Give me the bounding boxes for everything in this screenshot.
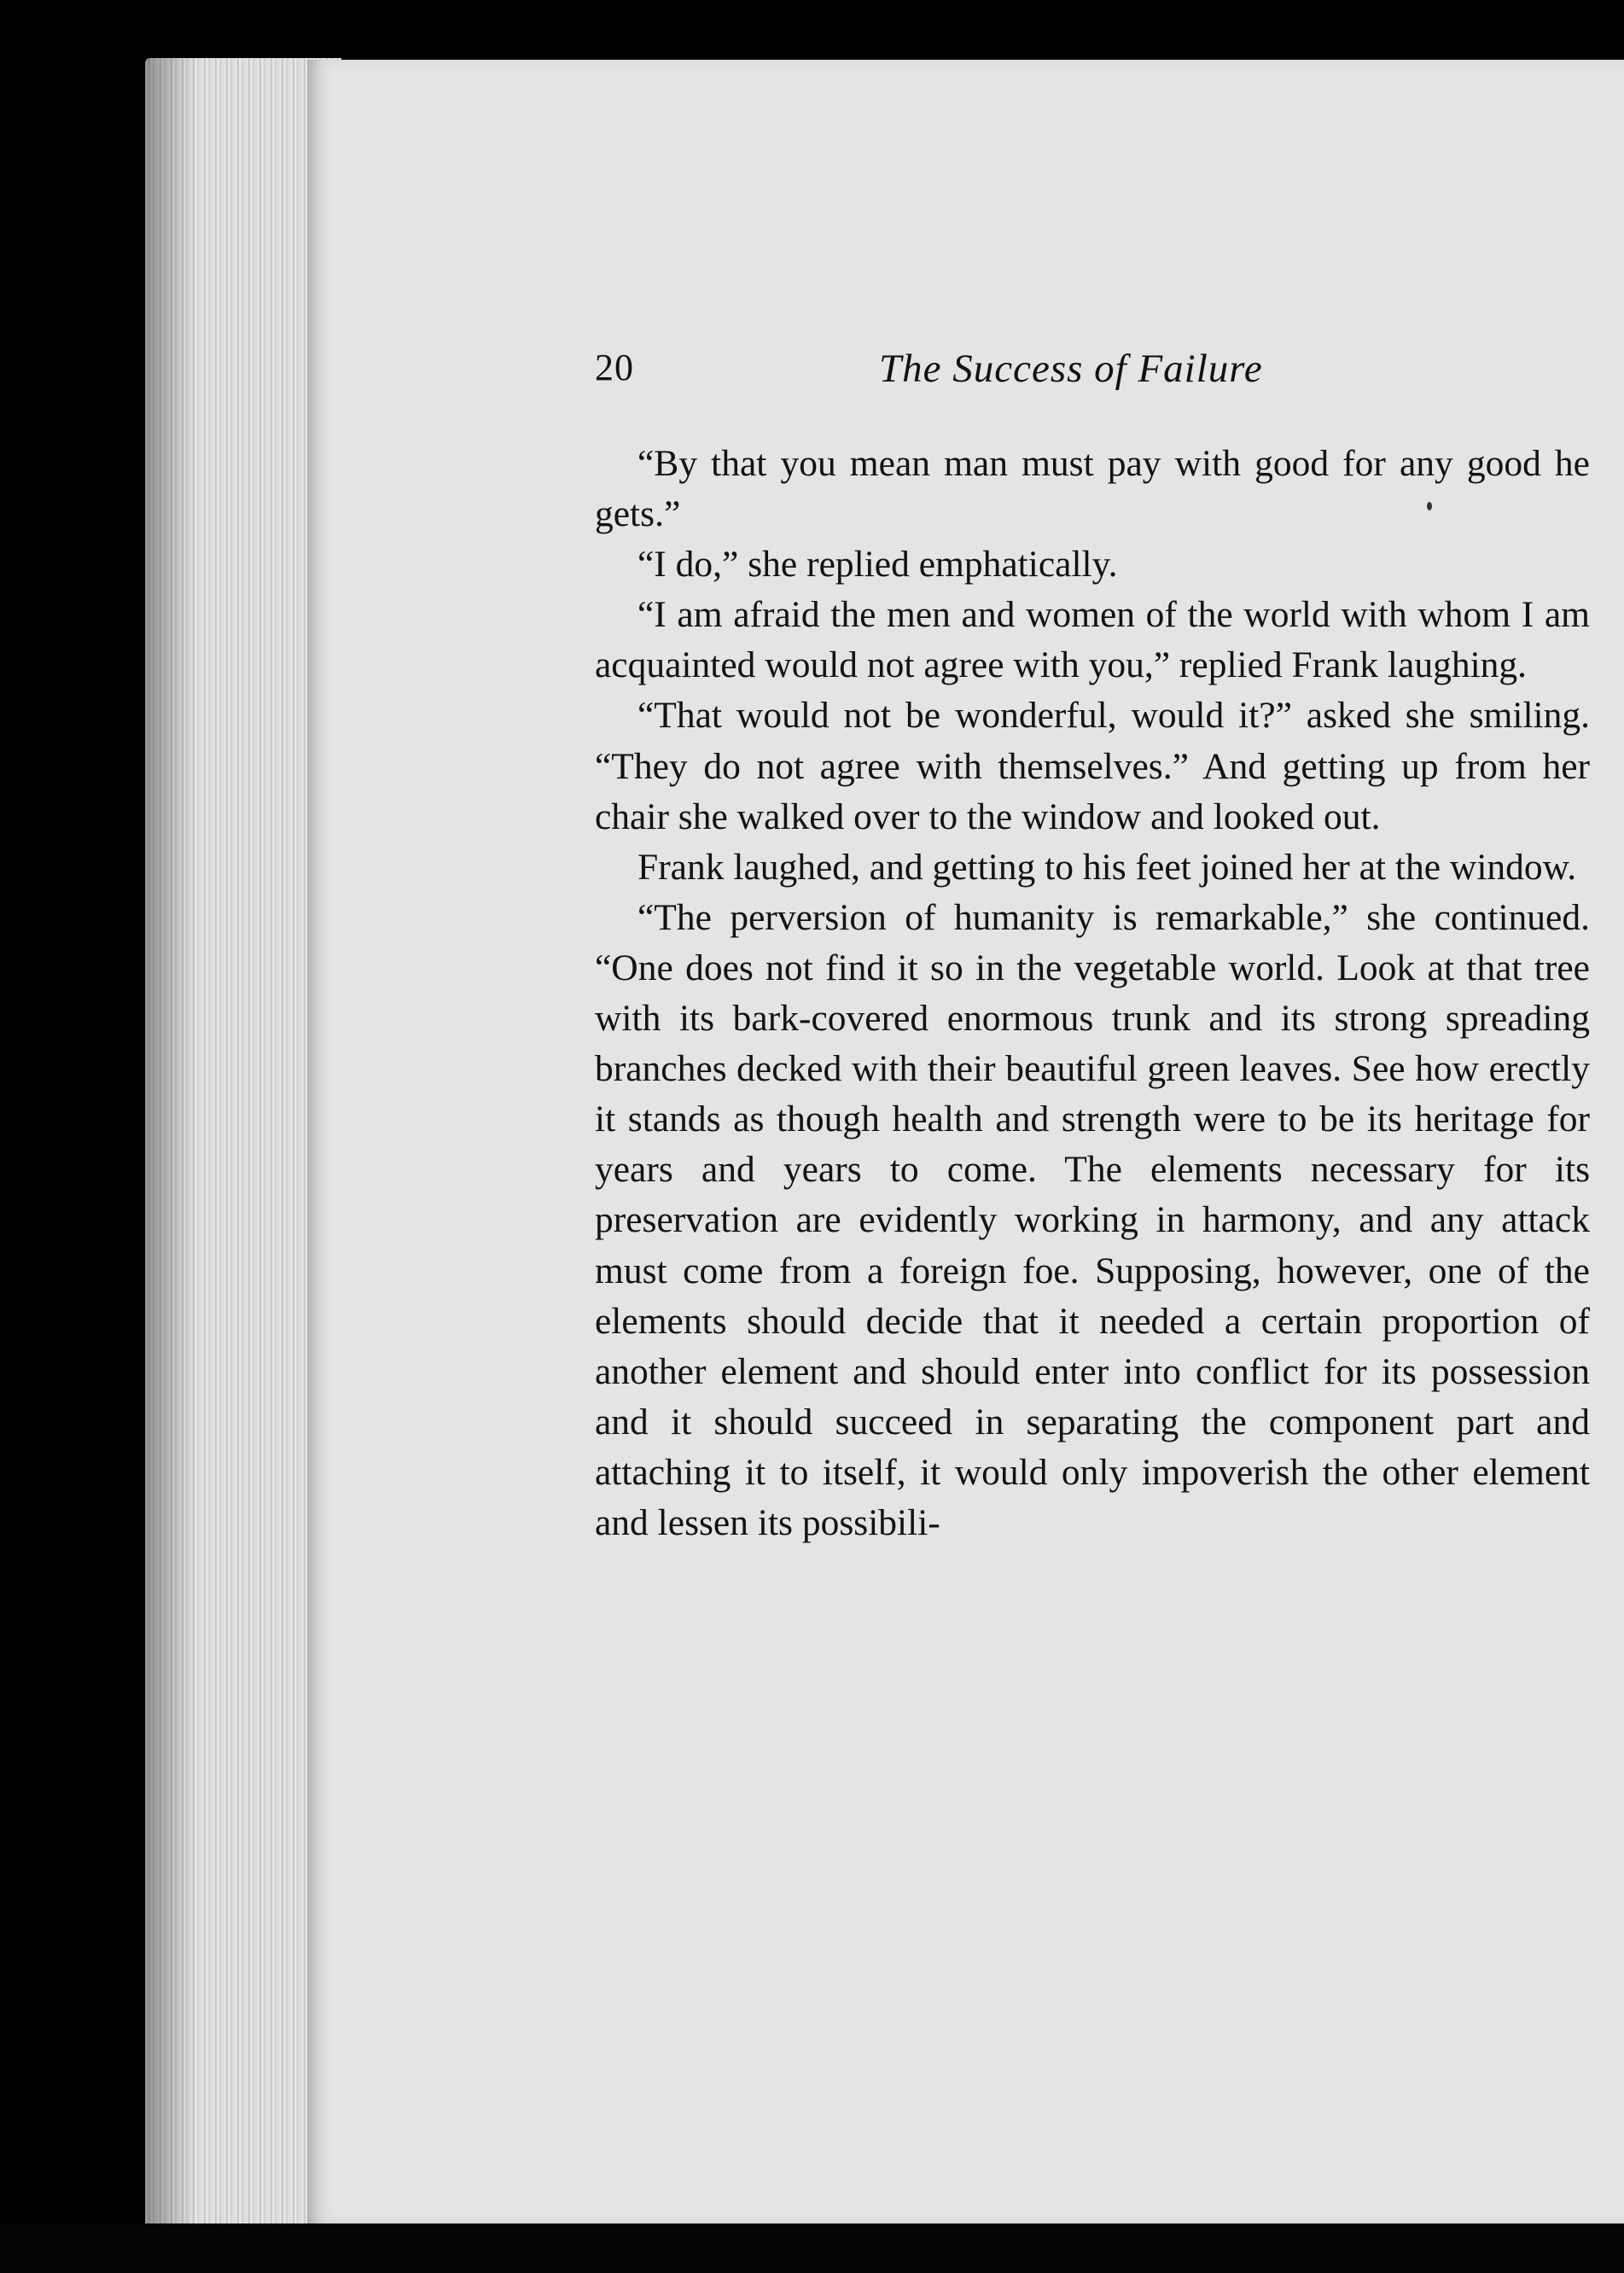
paragraph: “I do,” she replied emphatically. <box>637 544 1118 586</box>
paragraph: “That would not be wonderful, would it?” asked she smiling. “They do not agree with themselves.” And getting up from her chair she walked over to the window and looked out. <box>595 695 1590 837</box>
running-head: The Success of Failure <box>879 347 1263 391</box>
body-text <box>595 439 1590 1548</box>
paragraph: Frank laughed, and getting to his feet joined her at the window. <box>637 846 1577 888</box>
paragraph: “By that you mean man must pay with good for any good he gets.” <box>595 443 1590 535</box>
scan-background <box>0 2223 1624 2273</box>
page-number: 20 <box>595 347 634 388</box>
paragraph: “I am afraid the men and women of the world with whom I am acquainted would not agree with you,” replied Frank laughing. <box>595 594 1590 686</box>
page-header <box>595 346 1590 397</box>
paragraph: “The perversion of humanity is remarkable,” she continued. “One does not find it so in the vegetable world. Look at that tree with its bark-covered enormous trunk and its strong spreading branches decked with their beautiful green leaves. See how erectly it stands as though health and strength were to be its heritage for years and years to come. The elements necessary for its preservation are evidently working in harmony, and any attack must come from a foreign foe. Supposing, however, one of the elements should decide that it needed a certain proportion of another element and should enter into conflict for its possession and it should succeed in separating the component part and attaching it to itself, it would only impoverish the other element and lessen its possibili- <box>595 896 1590 1543</box>
